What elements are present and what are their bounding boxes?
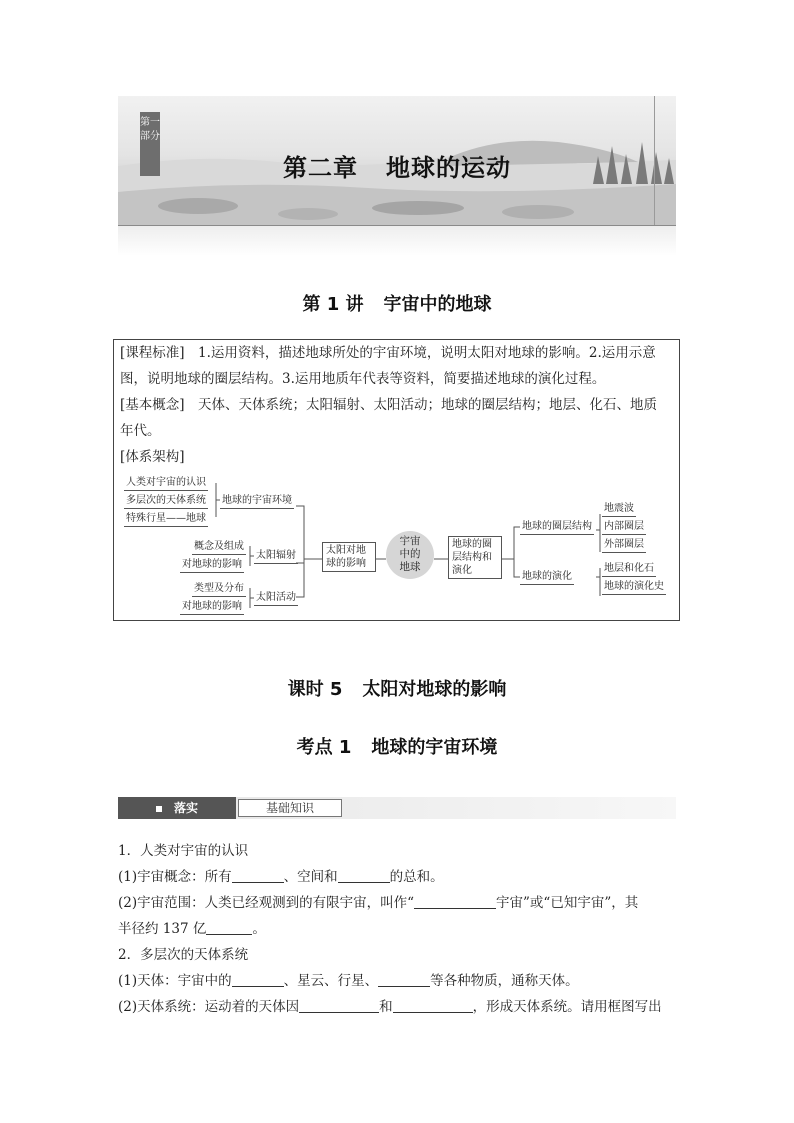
standards-line: [基本概念] 天体、天体系统；太阳辐射、太阳活动；地球的圈层结构；地层、化石、地质 [120, 397, 658, 413]
fill-blank [232, 972, 284, 987]
text-span: (2)宇宙范围：人类已经观测到的有限宇宙，叫作“ [118, 895, 415, 911]
curriculum-standards-box [113, 339, 680, 621]
body-content [118, 838, 680, 1020]
map-node: 概念及组成 [192, 540, 246, 555]
map-node: 特殊行星——地球 [124, 512, 208, 527]
map-node: 地球的演化 [520, 570, 574, 585]
map-node: 类型及分布 [192, 582, 246, 597]
map-node: 地球的圈层结构 [520, 520, 594, 535]
map-node: 太阳活动 [254, 591, 298, 606]
lesson-title: 太阳对地球的影响 [362, 679, 507, 700]
map-node-box [448, 536, 502, 579]
map-node-line: 地球的圈 [452, 539, 492, 550]
chapter-title [118, 148, 676, 183]
standards-line: 图，说明地球的圈层结构。3.运用地质年代表等资料，简要描述地球的演化过程。 [120, 371, 606, 387]
lecture-title: 宇宙中的地球 [383, 294, 492, 315]
map-center-line: 地球 [399, 561, 421, 573]
map-node: 人类对宇宙的认识 [124, 476, 208, 491]
text-span: 、空间和 [283, 869, 338, 885]
lesson-heading [0, 675, 794, 701]
content-line [118, 890, 680, 916]
map-center-line: 中的 [399, 548, 421, 560]
text-span: (2)天体系统：运动着的天体因 [118, 999, 300, 1015]
text-span: 。 [252, 921, 266, 937]
map-node: 地球的宇宙环境 [220, 494, 294, 509]
text-span: (1)宇宙概念：所有 [118, 869, 232, 885]
bullet-icon [156, 806, 162, 812]
map-node: 地层和化石 [602, 562, 656, 577]
map-node-box [322, 542, 376, 572]
content-line [118, 994, 680, 1020]
map-node: 多层次的天体系统 [124, 494, 208, 509]
text-span: 和 [379, 999, 393, 1015]
lesson-number: 课时 5 [287, 679, 343, 700]
text-span: 的总和。 [389, 869, 444, 885]
section-bar [118, 797, 676, 819]
concept-map [114, 470, 681, 620]
standards-line: [课程标准] 1.运用资料，描述地球所处的宇宙环境，说明太阳对地球的影响。2.运用示意 [120, 345, 656, 361]
map-node: 地球的演化史 [602, 580, 666, 595]
standards-line: 年代。 [120, 423, 161, 439]
content-heading: 1．人类对宇宙的认识 [118, 843, 249, 859]
section-label [118, 797, 236, 819]
map-node: 对地球的影响 [180, 558, 244, 573]
map-node-line: 太阳对地 [326, 545, 366, 556]
topic-title: 地球的宇宙环境 [371, 737, 498, 758]
fill-blank [338, 868, 390, 883]
content-line [118, 968, 680, 994]
map-node: 内部圈层 [602, 520, 646, 535]
standards-line: [体系架构] [120, 449, 185, 465]
chapter-number: 第二章 [283, 154, 358, 182]
map-node: 对地球的影响 [180, 600, 244, 615]
lecture-number: 第 1 讲 [302, 294, 364, 315]
section-subtitle: 基础知识 [238, 799, 342, 817]
fill-blank [206, 920, 252, 935]
content-heading: 2．多层次的天体系统 [118, 947, 249, 963]
fill-blank [232, 868, 284, 883]
map-node-line: 演化 [452, 565, 472, 576]
banner-fade [118, 226, 676, 256]
map-node: 外部圈层 [602, 538, 646, 553]
fill-blank [299, 998, 379, 1013]
text-span: 半径约 137 亿 [118, 921, 207, 937]
map-node: 地震波 [602, 502, 636, 517]
text-span: 宇宙”或“已知宇宙”，其 [496, 895, 639, 911]
text-span: 等各种物质，通称天体。 [430, 973, 579, 989]
map-center-node [386, 531, 434, 579]
topic-number: 考点 1 [296, 737, 352, 758]
map-node-line: 层结构和 [452, 552, 492, 563]
section-label-text: 落实 [173, 801, 198, 815]
map-node: 太阳辐射 [254, 549, 298, 564]
text-span: ，形成天体系统。请用框图写出 [472, 999, 662, 1015]
chapter-name: 地球的运动 [386, 154, 511, 182]
map-center-line: 宇宙 [399, 535, 421, 547]
content-line [118, 916, 680, 942]
standards-text [120, 340, 674, 470]
lecture-heading [0, 290, 794, 316]
fill-blank [393, 998, 473, 1013]
chapter-banner [118, 96, 676, 226]
map-node-line: 球的影响 [326, 558, 366, 569]
fill-blank [378, 972, 430, 987]
content-line [118, 864, 680, 890]
topic-heading [0, 733, 794, 759]
part-tag: 第一部分 [140, 112, 160, 176]
fill-blank [414, 894, 496, 909]
text-span: 、星云、行星、 [283, 973, 379, 989]
text-span: (1)天体：宇宙中的 [118, 973, 232, 989]
